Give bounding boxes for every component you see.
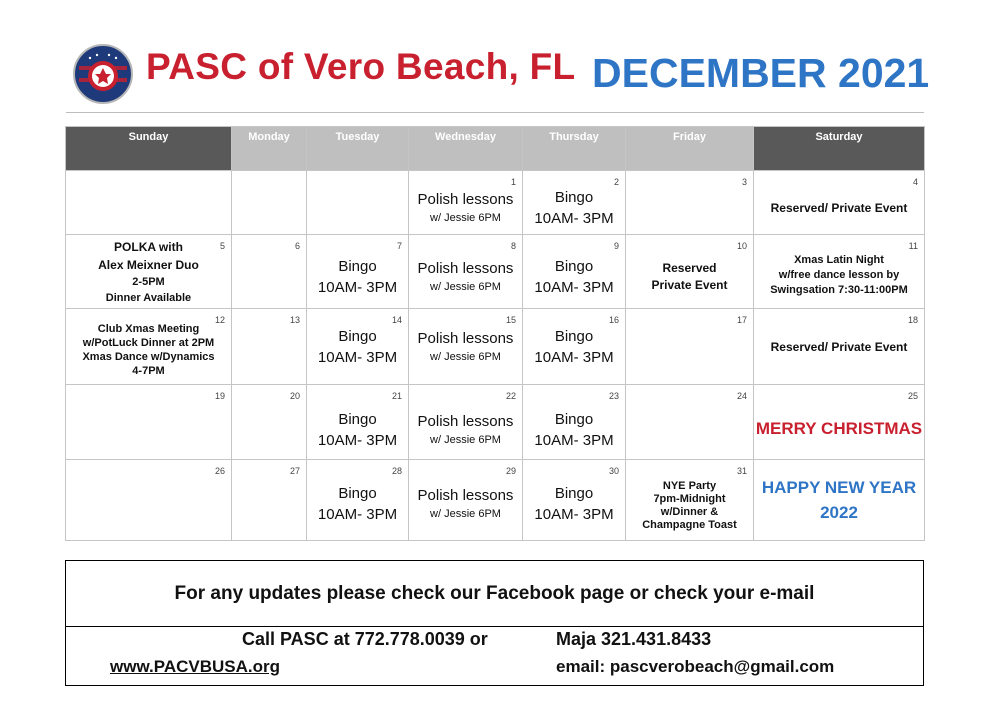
day-cell [232,309,307,385]
event-detail: w/Dinner & [660,506,719,518]
day-number: 5 [219,241,225,251]
event-time: 10AM- 3PM [534,348,614,366]
day-cell [307,460,409,541]
event-title: Bingo [554,257,594,275]
event-title: Bingo [554,411,594,428]
day-number: 30 [608,466,619,476]
day-cell [66,171,232,235]
contact-footer [65,560,924,686]
day-number: 28 [391,466,402,476]
weekday-label: Thursday [549,131,599,143]
day-cell [754,235,925,309]
day-number: 2 [613,177,619,187]
day-number: 1 [510,177,516,187]
event-detail: w/ Jessie 6PM [430,434,501,446]
weekday-label: Saturday [815,131,863,143]
holiday-greeting-year: 2022 [820,503,858,522]
event-detail: w/PotLuck Dinner at 2PM [82,336,215,349]
day-cell [307,385,409,460]
weekday-header [626,127,754,171]
day-number: 11 [908,241,918,251]
day-cell [66,235,232,309]
day-cell [523,171,626,235]
event-time: 4-7PM [132,364,165,377]
event-title: Xmas Latin Night [794,254,884,266]
event-detail: w/ Jessie 6PM [430,508,501,520]
weekday-header-row [66,127,925,171]
event-title: Alex Meixner Duo [98,257,199,272]
weekday-label: Wednesday [435,131,496,143]
week-row [66,171,925,235]
phone-pasc: Call PASC at 772.778.0039 or [242,629,488,649]
event-time: 10AM- 3PM [534,432,614,449]
day-number: 22 [505,391,516,401]
event-title: Private Event [651,277,728,292]
day-number: 7 [396,241,402,251]
event-title: Bingo [338,411,377,428]
website-link[interactable]: www.PACVBUSA.org [110,657,281,676]
day-cell [523,385,626,460]
day-number: 3 [741,177,747,187]
event-title: Polish lessons [417,487,514,504]
day-number: 17 [736,315,747,325]
day-cell [232,235,307,309]
day-cell [754,460,925,541]
event-detail: Swingsation 7:30-11:00PM [770,284,908,296]
polish-eagle-emblem-icon [73,44,133,104]
weekday-label: Friday [672,131,706,143]
day-cell [409,171,523,235]
day-cell [232,385,307,460]
day-number: 10 [736,241,747,251]
event-time: 10AM- 3PM [317,506,398,523]
event-title: Polish lessons [417,329,514,347]
update-notice: For any updates please check our Facebook page or check your e-mail [66,561,923,627]
day-cell [66,385,232,460]
day-number: 16 [608,315,619,325]
event-time: 10AM- 3PM [534,278,614,296]
day-cell [232,171,307,235]
day-cell [626,309,754,385]
day-number: 8 [510,241,516,251]
day-number: 6 [294,241,300,251]
event-title: Polish lessons [417,259,514,277]
email-address: email: pascverobeach@gmail.com [556,657,835,676]
day-cell [754,385,925,460]
event-title: Reserved/ Private Event [770,339,908,354]
weekday-header [409,127,523,171]
event-time: 10AM- 3PM [317,348,398,366]
day-cell [66,309,232,385]
header-divider [66,112,924,113]
day-number: 23 [608,391,619,401]
event-detail: w/ Jessie 6PM [430,280,501,293]
event-title: Reserved [662,260,717,275]
event-title: Bingo [338,485,377,502]
event-title: Reserved/ Private Event [770,200,908,215]
day-cell [754,309,925,385]
event-title: POLKA with [114,239,183,254]
week-row [66,235,925,309]
day-number: 12 [214,315,225,325]
day-cell [523,235,626,309]
event-title: Polish lessons [417,190,514,208]
weekday-header [232,127,307,171]
event-title: Bingo [554,188,594,206]
weekday-header [754,127,925,171]
event-title: Bingo [554,327,594,345]
event-detail: w/ Jessie 6PM [430,350,501,363]
day-number: 27 [289,466,300,476]
weekday-header [523,127,626,171]
day-cell [626,385,754,460]
calendar-grid [65,126,925,541]
event-time: 2-5PM [132,275,165,288]
event-time: 10AM- 3PM [317,278,398,296]
day-cell [626,235,754,309]
week-row [66,309,925,385]
day-cell [232,460,307,541]
day-cell [626,171,754,235]
day-cell [307,171,409,235]
weekday-header [66,127,232,171]
day-cell [409,460,523,541]
holiday-greeting: HAPPY NEW YEAR [761,478,917,497]
day-cell [626,460,754,541]
phone-maja: Maja 321.431.8433 [556,629,712,649]
day-cell [307,309,409,385]
day-number: 15 [505,315,516,325]
day-cell [307,235,409,309]
day-number: 13 [289,315,300,325]
day-number: 25 [907,391,918,401]
day-number: 19 [214,391,225,401]
week-row [66,460,925,541]
day-number: 4 [912,177,918,187]
event-title: Bingo [554,485,594,502]
weekday-label: Monday [248,131,290,143]
day-number: 31 [736,466,747,476]
day-number: 18 [907,315,918,325]
event-detail: w/ Jessie 6PM [430,211,501,224]
day-number: 20 [289,391,300,401]
event-title: Bingo [338,327,377,345]
day-cell [409,235,523,309]
day-cell [523,309,626,385]
event-time: 7pm-Midnight [653,493,726,505]
event-time: 10AM- 3PM [317,432,398,449]
day-number: 9 [613,241,619,251]
event-detail: w/free dance lesson by [778,269,900,281]
day-cell [523,460,626,541]
day-number: 29 [505,466,516,476]
event-title: NYE Party [662,480,717,492]
weekday-label: Tuesday [335,131,380,143]
week-row [66,385,925,460]
holiday-greeting: MERRY CHRISTMAS [755,419,923,438]
day-number: 21 [391,391,402,401]
event-time: 10AM- 3PM [534,506,614,523]
day-number: 14 [391,315,402,325]
event-title: Bingo [338,257,377,275]
organization-title: PASC of Vero Beach, FL [146,46,576,87]
day-cell [409,309,523,385]
event-time: 10AM- 3PM [534,209,614,227]
weekday-label: Sunday [128,131,169,143]
month-title: DECEMBER 2021 [592,50,930,96]
day-cell [66,460,232,541]
day-cell [409,385,523,460]
day-cell [754,171,925,235]
day-number: 24 [736,391,747,401]
event-title: Club Xmas Meeting [97,322,200,335]
event-detail: Xmas Dance w/Dynamics [82,350,215,363]
event-detail: Champagne Toast [642,519,737,531]
event-detail: Dinner Available [105,291,192,304]
weekday-header [307,127,409,171]
event-title: Polish lessons [417,413,514,430]
day-number: 26 [214,466,225,476]
